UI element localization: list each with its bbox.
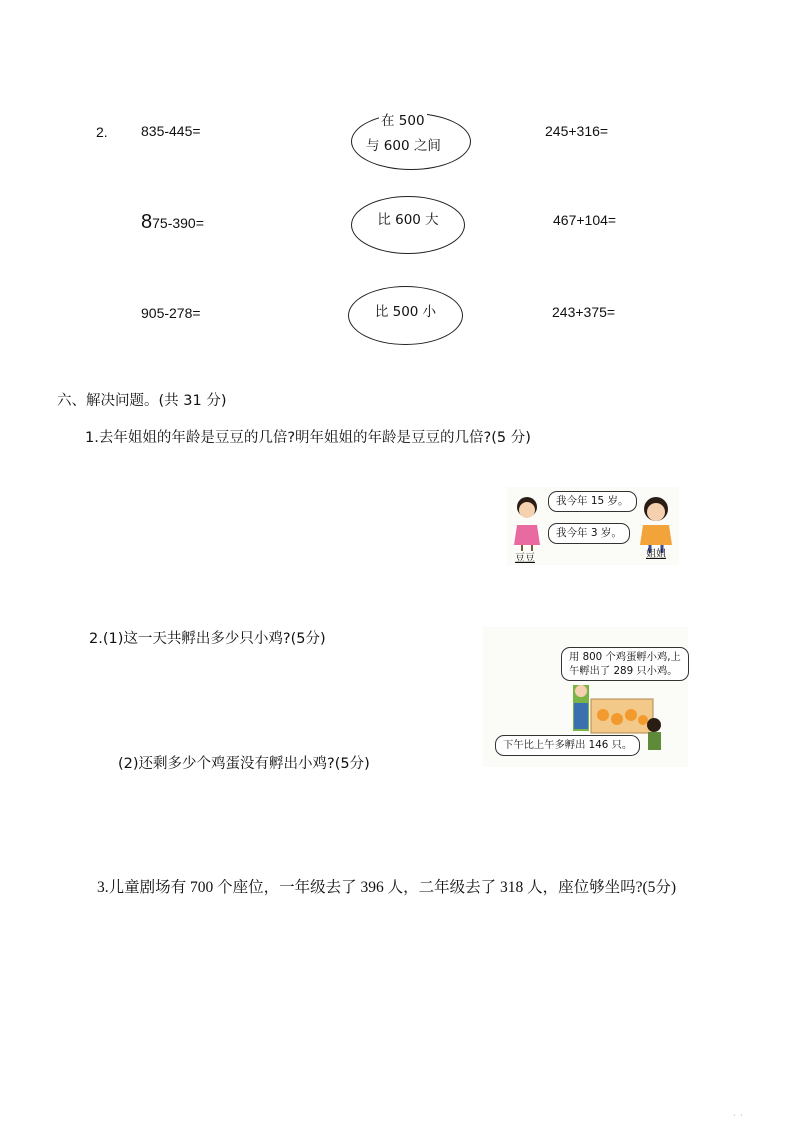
section-heading: 六、解决问题。(共 31 分) [57,393,227,409]
question-1-text: 1.去年姐姐的年龄是豆豆的几倍?明年姐姐的年龄是豆豆的几倍?(5 分) [85,430,531,446]
problem-number: 2. [96,124,108,140]
chick-illustration [483,627,688,767]
range-oval-3 [348,286,463,345]
question-2-part-2: (2)还剩多少个鸡蛋没有孵出小鸡?(5分) [118,756,370,772]
expression-left-1: 835-445= [141,123,201,139]
expression-left-2-first-digit: 8 [141,211,153,233]
boy-head [647,718,661,732]
speech-bubble-boy: 下午比上午多孵出 146 只。 [495,735,640,756]
expression-left-2-rest: 75-390= [152,215,204,231]
speech-bubble-sister: 我今年 15 岁。 [548,491,637,512]
expression-right-3: 243+375= [552,304,616,320]
age-illustration [507,487,679,565]
farmer-head [575,685,587,697]
question-3-text: 3.儿童剧场有 700 个座位，一年级去了 396 人，二年级去了 318 人，座位够坐吗?(5分) [97,879,677,896]
speech-bubble-farmer [561,647,689,681]
label-doudou: 豆豆 [515,553,535,564]
oval-label-1b: 与 600 之间 [366,138,441,154]
question-2-part-1: 2.(1)这一天共孵出多少只小鸡?(5分) [89,631,326,647]
oval-label-1a: 在 500 [379,109,427,129]
doudou-dress [514,525,540,545]
expression-left-3: 905-278= [141,305,201,321]
label-sister: 姐姐 [646,549,666,560]
farmer-line-2: 午孵出了 289 只小鸡。 [569,665,678,677]
doudou-face [519,502,535,518]
sister-face [647,503,665,521]
oval-label-3: 比 500 小 [374,304,437,320]
sister-shirt [640,525,672,545]
oval-label-2: 比 600 大 [377,212,439,228]
expression-right-1: 245+316= [545,123,609,139]
speech-bubble-doudou: 我今年 3 岁。 [548,523,630,544]
farmer-line-1: 用 800 个鸡蛋孵小鸡,上 [569,651,681,663]
range-oval-2 [351,196,465,254]
page-corner-dots: · · [733,1111,744,1120]
expression-left-2 [141,211,204,234]
expression-right-2: 467+104= [553,212,617,228]
boy-body [648,732,661,750]
